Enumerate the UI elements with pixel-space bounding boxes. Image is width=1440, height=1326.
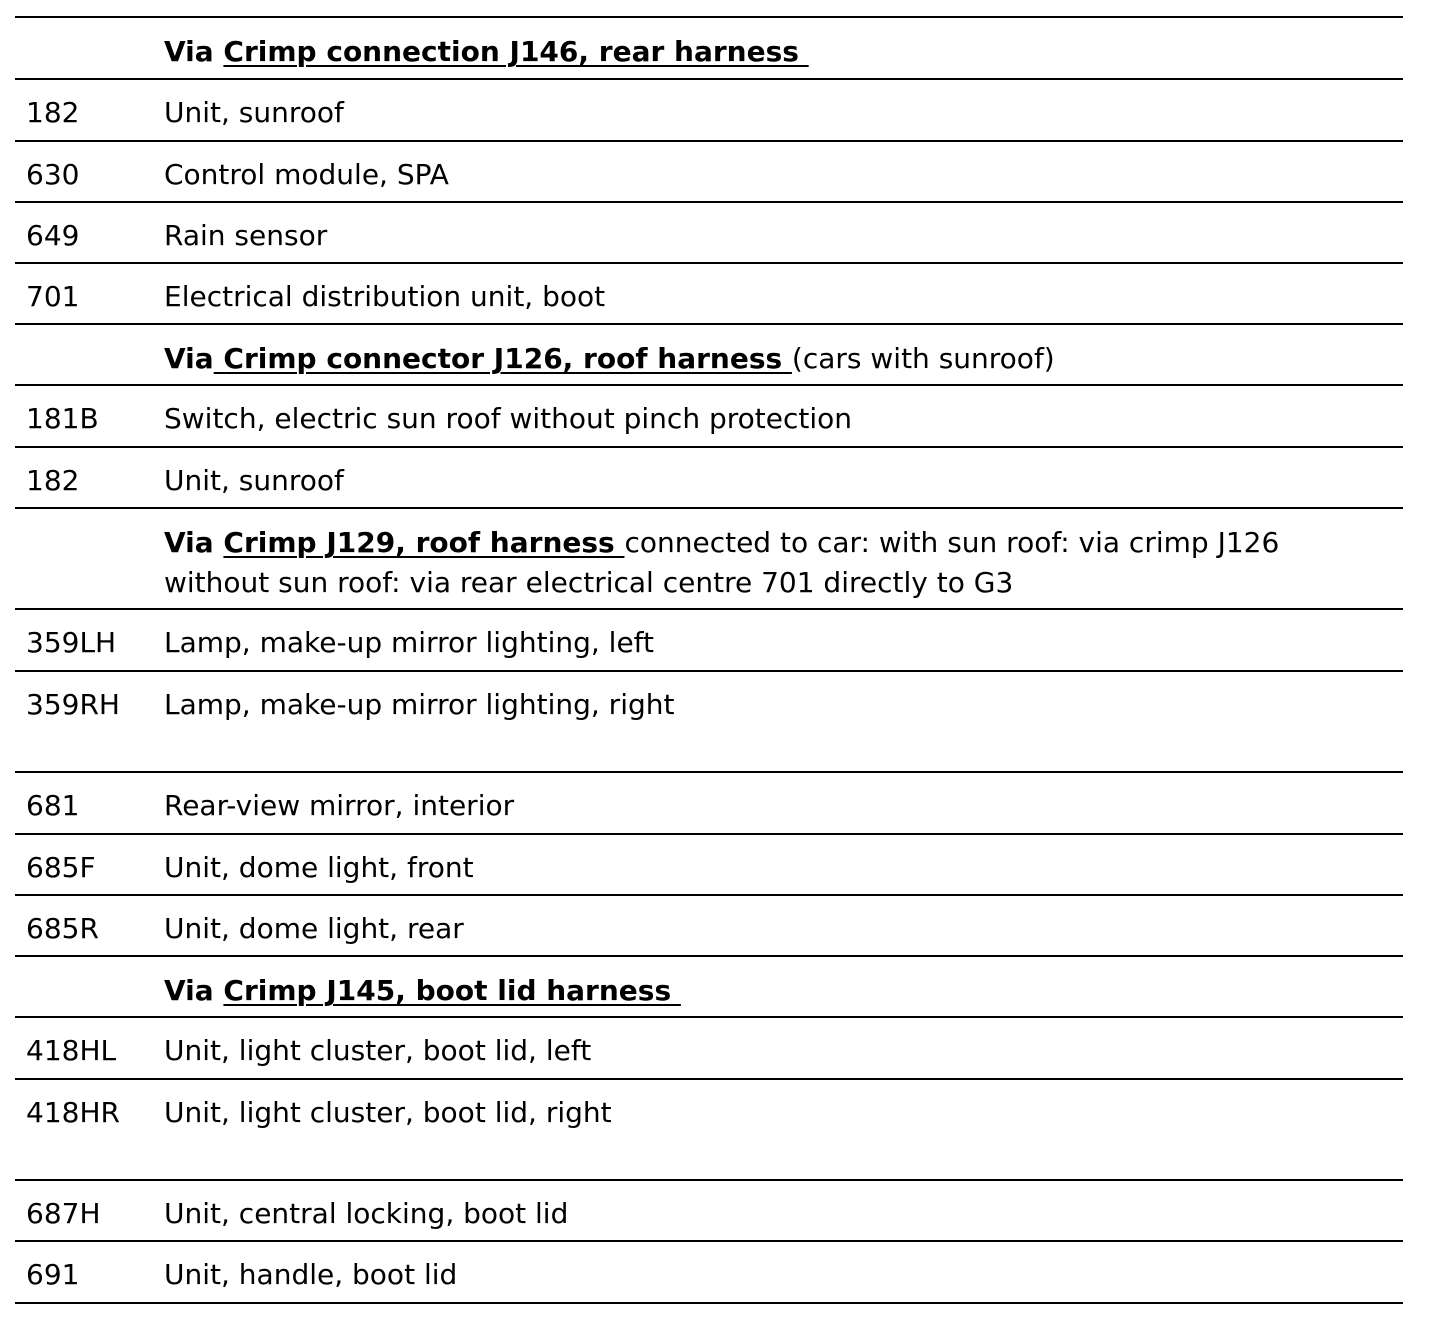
- table-row: [15, 1242, 1403, 1304]
- component-code: 691: [26, 1258, 80, 1291]
- component-description: Lamp, make-up mirror lighting, left: [164, 626, 655, 659]
- heading-via: Via: [164, 35, 224, 68]
- heading-text: [164, 32, 1343, 72]
- component-description: Unit, dome light, front: [164, 851, 474, 884]
- component-code: 649: [26, 219, 80, 252]
- component-description: Switch, electric sun roof without pinch protection: [164, 402, 852, 435]
- component-description: Unit, central locking, boot lid: [164, 1197, 569, 1230]
- component-code: 685F: [26, 851, 96, 884]
- table-row: [15, 1018, 1403, 1080]
- component-code: 418HL: [26, 1034, 117, 1067]
- heading-link: Crimp connector J126, roof harness: [213, 342, 792, 375]
- component-description: Unit, sunroof: [164, 96, 344, 129]
- heading-note: (cars with sunroof): [791, 342, 1055, 375]
- heading-link: Crimp J129, roof harness: [223, 526, 625, 559]
- heading-link: Crimp connection J146, rear harness: [223, 35, 809, 68]
- table-row: [15, 448, 1403, 509]
- table-row: [15, 386, 1403, 448]
- component-code: 359LH: [26, 626, 117, 659]
- heading-via: Via: [164, 526, 224, 559]
- heading-link: Crimp J145, boot lid harness: [223, 974, 681, 1007]
- heading-text: [164, 971, 1343, 1011]
- component-description: Unit, light cluster, boot lid, left: [164, 1034, 592, 1067]
- component-description: Control module, SPA: [164, 158, 449, 191]
- component-code: 182: [26, 464, 80, 497]
- component-code: 181B: [26, 402, 99, 435]
- table-row: [15, 672, 1403, 773]
- table-row-heading: [15, 325, 1403, 386]
- component-code: 182: [26, 96, 80, 129]
- component-code: 418HR: [26, 1096, 120, 1129]
- component-description: Electrical distribution unit, boot: [164, 280, 606, 313]
- component-description: Rear-view mirror, interior: [164, 789, 515, 822]
- table-row-heading: [15, 18, 1403, 80]
- table-row: [15, 773, 1403, 835]
- component-code: 687H: [26, 1197, 101, 1230]
- heading-via: Via: [164, 342, 214, 375]
- table-row: [15, 896, 1403, 957]
- table-row: [15, 142, 1403, 203]
- table-row-heading: [15, 957, 1403, 1018]
- component-table: [15, 16, 1403, 1304]
- component-code: 359RH: [26, 688, 120, 721]
- table-row: [15, 610, 1403, 672]
- component-description: Rain sensor: [164, 219, 328, 252]
- table-row: [15, 1080, 1403, 1181]
- component-code: 685R: [26, 912, 99, 945]
- table-row: [15, 80, 1403, 142]
- component-description: Unit, handle, boot lid: [164, 1258, 458, 1291]
- heading-via: Via: [164, 974, 224, 1007]
- component-description: Unit, light cluster, boot lid, right: [164, 1096, 612, 1129]
- table-row: [15, 264, 1403, 325]
- heading-note: connected to car: with sun roof: via crimp J126 without sun roof: via rear electrical centre 701 directly to G3: [164, 526, 1280, 599]
- component-code: 681: [26, 789, 80, 822]
- heading-text: [164, 523, 1343, 603]
- heading-text: [164, 339, 1343, 379]
- component-code: 630: [26, 158, 80, 191]
- table-row: [15, 1181, 1403, 1242]
- component-description: Unit, dome light, rear: [164, 912, 464, 945]
- table-row: [15, 203, 1403, 264]
- component-description: Lamp, make-up mirror lighting, right: [164, 688, 675, 721]
- component-code: 701: [26, 280, 80, 313]
- table-row-heading: [15, 509, 1403, 610]
- component-description: Unit, sunroof: [164, 464, 344, 497]
- table-row: [15, 835, 1403, 896]
